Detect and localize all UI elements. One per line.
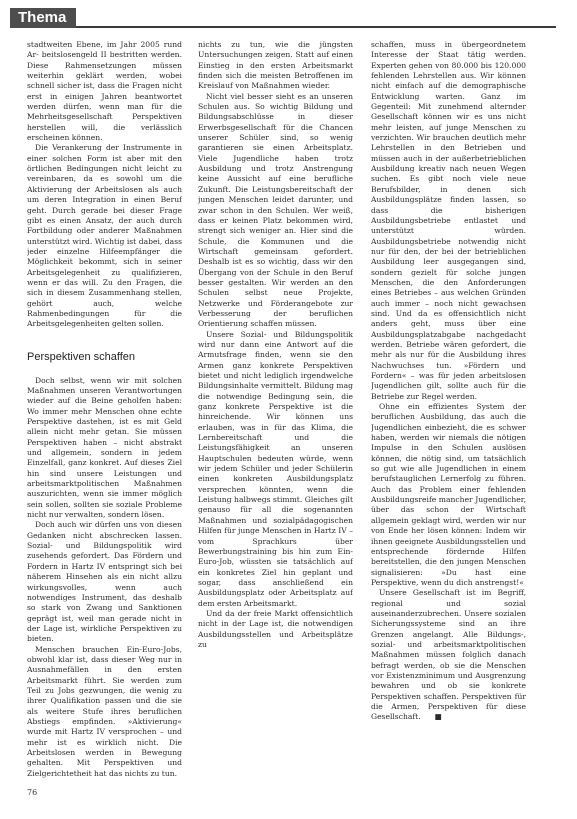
paragraph: nichts zu tun, wie die jüngsten Untersuchungen zeigen. Statt auf einen Einstieg in den ersten Arbeitsmarkt finden sich die meisten Betroffenen im Kreislauf von Maßnahmen wieder. (198, 40, 353, 91)
paragraph: Menschen brauchen Ein-Euro-Jobs, obwohl klar ist, dass dieser Weg nur in Ausnahmefällen in den ersten Arbeitsmarkt führt. Sie werden zum Teil zu Jobs gezwungen, die wenig zu ihrer Qualifikation passen und die sie als weitere Stufe ihres beruflichen Abstiegs empfinden. »Aktivierung« wurde mit Hartz IV versprochen – und mehr ist es wirklich nicht. Die Arbeitslosen werden in Bewegung gehalten. Mit Perspektiven und Zielgerichtetheit hat das nichts zu tun. (27, 644, 182, 778)
page-number: 76 (27, 788, 38, 797)
paragraph: schaffen, muss in übergeordnetem Interesse der Staat tätig werden. Experten gehen von 80.000 bis 120.000 fehlenden Lehrstellen aus. Wir können nicht einfach auf die demographische Entwicklung warten. Ganz im Gegenteil: Mit zunehmend alternder Gesellschaft können wir es uns nicht mehr leisten, auf junge Menschen zu verzichten. Wir brauchen deutlich mehr Lehrstellen in den Betrieben und müssen auch in der außerbetrieblichen Ausbildung kreativ nach neuen Wegen suchen. Es gibt noch viele neue Berufsbilder, in denen sich Ausbildungsplätze finden lassen, so dass die bisherigen Ausbildungsbetriebe entlastet und unterstützt würden. Ausbildungsbetriebe notwendig nicht nur für den, der bei der betrieblichen Ausbildung leer ausgegangen sind, sondern gezielt für solche jungen Menschen, die den Anforderungen eines Betriebes – aus welchen Gründen auch immer – noch nicht gewachsen sind. Und da es offensichtlich nicht anders geht, muss über eine Ausbildungsplatzabgabe nachgedacht werden. Betriebe wären gefordert, die mehr als nur für die Ausbildung ihres Nachwuchses tun. »Fördern und Fordern« – was für jeden arbeitslosen Jugendlichen gilt, sollte auch für die Betriebe zur Regel werden. (371, 40, 526, 401)
end-of-article-mark: ■ (434, 712, 442, 722)
paragraph-text: Unsere Gesellschaft ist im Begriff, regional und sozial auseinanderzubrechen. Unsere sozialen Sicherungssysteme sind an ihre Grenzen angelangt. Alle Bildungs-, sozial- und arbeitsmarktpolitischen Maßnahmen müssen folglich danach befragt werden, ob sie die Menschen vor Existenzminimum und Ausgrenzung bewahren und ob sie konkrete Perspektiven schaffen. Perspektiven für die Armen, Perspektiven für diese Gesellschaft. (371, 588, 526, 722)
header-rule (76, 26, 556, 28)
page-header (0, 0, 577, 34)
section-label: Thema (10, 8, 76, 28)
text-column-3 (371, 40, 526, 780)
text-column-2 (198, 40, 353, 780)
paragraph: Doch auch wir dürfen uns von diesen Gedanken nicht abschrecken lassen. Sozial- und Bildungspolitik wird zusehends gefordert. Das Fördern und Fordern in Hartz IV entspringt sich bei näherem Hinsehen als ein nicht allzu wirkungsvolles, wenn auch notwendiges Instrument, das deshalb so stark von Zwang und Sanktionen geprägt ist, weil man gerade nicht in der Lage ist, wirkliche Perspektiven zu bieten. (27, 520, 182, 644)
paragraph (371, 588, 526, 722)
paragraph: Die Verankerung der Instrumente in einer solchen Form ist aber mit den örtlichen Bedingungen nicht leicht zu vereinbaren, da es sowohl um die Aktivierung der Arbeitslosen als auch um deren Integration in einen Beruf geht. Durch gerade bei dieser Frage gibt es einen Ansatz, der auch durch Fortbildung oder anderer Maßnahmen unterstützt wird. Wichtig ist dabei, dass jeder einzelne Hilfeempfänger die Möglichkeit bekommt, sich in seiner Arbeitsgelegenheit zu qualifizieren, wenn er das will. Zu den Fragen, die sich in diesem Zusammenhang stellen, gehört auch, welche Rahmenbedingungen für die Arbeitsgelegenheiten gelten sollen. (27, 143, 182, 329)
paragraph: Und da der freie Markt offensichtlich nicht in der Lage ist, die notwendigen Ausbildungsstellen und Arbeitsplätze zu (198, 608, 353, 649)
text-column-1 (27, 40, 182, 780)
paragraph: Doch selbst, wenn wir mit solchen Maßnahmen unseren Verantwortungen wieder auf die Beine geholfen haben: Wo immer mehr Menschen ohne echte Perspektive dastehen, ist es mit Geld allein nicht mehr getan. Sie müssen Perspektiven haben – nicht abstrakt und allgemein, sondern in jedem Einzelfall, ganz konkret. Auf dieses Ziel hin sind unsere Leistungen und arbeitsmarktpolitischen Maßnahmen auszurichten, wenn sie immer möglich sein sollen, sollten sie soziale Probleme nicht nur verwalten, sondern lösen. (27, 375, 182, 520)
section-heading: Perspektiven schaffen (27, 350, 136, 363)
paragraph: stadtweiten Ebene, im Jahr 2005 rund Ar- beitslosengeld II bestritten werden. Diese Rahmensetzungen müssen weiterhin geklärt werden, wobei schnell sicher ist, dass die Fragen nicht erst in einigen Jahren beantwortet werden dürfen, wenn man für die Mehrheitsgesellschaft Perspektiven herstellen will, die verlässlich erscheinen können. (27, 40, 182, 143)
paragraph: Unsere Sozial- und Bildungspolitik wird nur dann eine Antwort auf die Armutsfrage finden, wenn sie den Armen ganz konkrete Perspektiven bietet und nicht lediglich irgendwelche Bildungsinhalte vermittelt. Bildung mag die notwendige Bedingung sein, die ganz konkrete Perspektive ist die hinreichende. Wir können uns erlauben, was in für das Klima, die Lernbereitschaft und die Leistungsfähigkeit an unseren Hauptschulen bedeuten würde, wenn wir jedem Schüler und jeder Schülerin einen konkreten Ausbildungsplatz versprechen könnten, wenn die Leistung halbwegs stimmt. Gleiches gilt genauso für all die sogenannten Maßnahmen und sozialpädagogischen Hilfen für junge Menschen in Hartz IV – vom Sprachkurs über Bewerbungstraining bis hin zum Ein-Euro-Job, wüssten sie tatsächlich auf ein konkretes Ziel hin geplant und sogar, dass anschließend ein Ausbildungsplatz oder Arbeitsplatz auf dem ersten Arbeitsmarkt. (198, 329, 353, 608)
paragraph: Nicht viel besser sieht es an unseren Schulen aus. So wichtig Bildung und Bildungsabschlüsse in dieser Erwerbsgesellschaft für die Chancen unserer Schüler sind, so wenig garantieren sie einen Arbeitsplatz. Viele Jugendliche haben trotz Ausbildung und trotz Anstrengung keine Aussicht auf eine berufliche Zukunft. Die Leistungsbereitschaft der jungen Menschen leidet darunter, und zwar schon in den Schulen. Wer weiß, dass er keinen Platz bekommen wird, strengt sich weniger an. Hier sind die Schule, die Kommunen und die Wirtschaft gemeinsam gefordert. Deshalb ist es so wichtig, dass wir den Übergang von der Schule in den Beruf besser gestalten. Wir werden an den Schulen selbst neue Projekte, Netzwerke und Förderangebote zur Verbesserung der beruflichen Orientierung schaffen müssen. (198, 91, 353, 329)
paragraph: Ohne ein effizientes System der beruflichen Ausbildung, das auch die Jugendlichen einbezieht, die es schwer haben, werden wir niemals die nötigen Impulse in den Schulen auslösen können, die nötig sind, um tatsächlich so gut wie alle Jugendlichen in einem berufstauglichen Lernerfolg zu führen. Auch das Problem einer fehlenden Ausbildungsreife mancher Jugendlicher, über das schon der Wirtschaft allgemein geklagt wird, werden wir nur von Ende her lösen können: Indem wir ihnen geeignete Ausbildungsstellen und entsprechende fördernde Hilfen bereitstellen, die den jungen Menschen signalisieren: »Du hast eine Perspektive, wenn du dich anstrengst!« (371, 402, 526, 587)
